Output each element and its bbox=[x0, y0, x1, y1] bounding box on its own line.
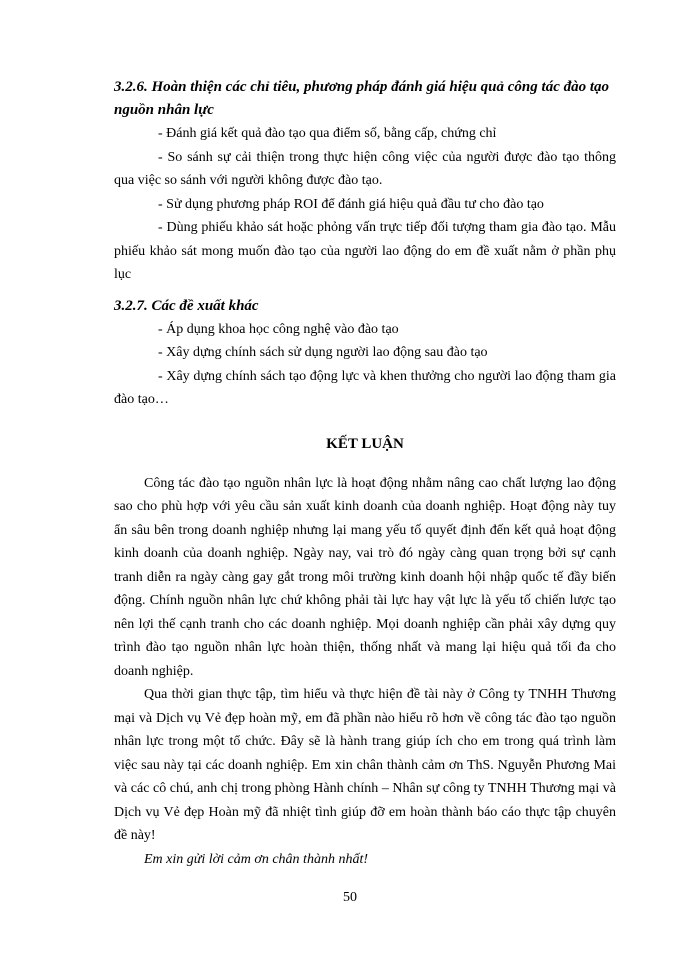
page-content bbox=[114, 76, 616, 871]
section-heading-3-2-7: 3.2.7. Các đề xuất khác bbox=[114, 297, 259, 314]
list-item: - So sánh sự cải thiện trong thực hiện công việc của người được đào tạo thông qua việc so sánh với người không được đào tạo. bbox=[114, 149, 616, 188]
conclusion-paragraph: Qua thời gian thực tập, tìm hiểu và thực hiện đề tài này ở Công ty TNHH Thương mại và Dịch vụ Vẻ đẹp hoàn mỹ, em đã phần nào hiểu rõ hơn về công tác đào tạo nguồn nhân lực trong một tổ chức. Đây sẽ là hành trang giúp ích cho em trong quá trình làm việc sau này tại các doanh nghiệp. Em xin chân thành cảm ơn ThS. Nguyễn Phương Mai và các cô chú, anh chị trong phòng Hành chính – Nhân sự công ty TNHH Thương mại và Dịch vụ Vẻ đẹp Hoàn mỹ đã nhiệt tình giúp đỡ em hoàn thành báo cáo thực tập chuyên đề này! bbox=[114, 687, 616, 843]
list-item: - Xây dựng chính sách tạo động lực và khen thưởng cho người lao động tham gia đào tạo… bbox=[114, 368, 616, 407]
section-heading-3-2-6: 3.2.6. Hoàn thiện các chỉ tiêu, phương pháp đánh giá hiệu quả công tác đào tạo nguồn nhân lực bbox=[114, 79, 610, 118]
conclusion-paragraph: Công tác đào tạo nguồn nhân lực là hoạt động nhằm nâng cao chất lượng lao động sao cho phù hợp với yêu cầu sản xuất kinh doanh của doanh nghiệp. Hoạt động này tuy ẩn sâu bên trong doanh nghiệp nhưng lại mang yếu tố quyết định đến kết quả hoạt động kinh doanh của doanh nghiệp. Ngày nay, vai trò đó ngày càng quan trọng bởi sự cạnh tranh diễn ra ngày càng gay gắt trong môi trường kinh doanh hội nhập quốc tế đầy biến động. Chính nguồn nhân lực chứ không phải tài lực hay vật lực là yếu tố chiến lược tạo nên lợi thế cạnh tranh cho các doanh nghiệp. Mọi doanh nghiệp cần phải xây dựng quy trình đào tạo nguồn nhân lực hoàn thiện, thống nhất và mang lại hiệu quả tối đa cho doanh nghiệp. bbox=[114, 475, 616, 679]
list-item: - Dùng phiếu khảo sát hoặc phỏng vấn trực tiếp đối tượng tham gia đào tạo. Mẫu phiếu khảo sát mong muốn đào tạo của người lao động do em đề xuất nằm ở phần phụ lục bbox=[114, 220, 616, 282]
conclusion-title: KẾT LUẬN bbox=[326, 435, 404, 452]
closing-line: Em xin gửi lời cảm ơn chân thành nhất! bbox=[144, 851, 368, 867]
list-item: - Đánh giá kết quả đào tạo qua điểm số, bằng cấp, chứng chỉ bbox=[158, 126, 497, 141]
page-number: 50 bbox=[343, 890, 357, 905]
list-item: - Áp dụng khoa học công nghệ vào đào tạo bbox=[158, 321, 399, 337]
list-item: - Sử dụng phương pháp ROI để đánh giá hiệu quả đầu tư cho đào tạo bbox=[158, 196, 544, 212]
list-item: - Xây dựng chính sách sử dụng người lao động sau đào tạo bbox=[158, 345, 488, 360]
